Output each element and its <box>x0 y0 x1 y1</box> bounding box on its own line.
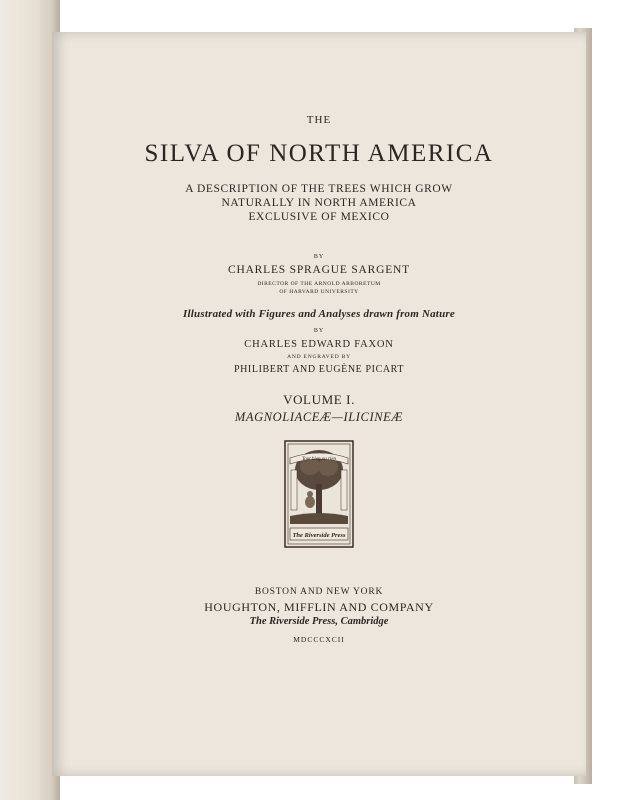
riverside-press-device <box>284 440 354 548</box>
press-name: The Riverside Press, Cambridge <box>249 616 389 627</box>
subtitle <box>52 182 586 224</box>
families-label: MAGNOLIACEÆ—ILICINEÆ <box>234 410 404 424</box>
book-title: SILVA OF NORTH AMERICA <box>144 140 494 167</box>
subtitle-line: NATURALLY IN NORTH AMERICA <box>221 197 417 209</box>
the-label: THE <box>306 114 332 126</box>
engraved-label: AND ENGRAVED BY <box>287 354 351 360</box>
publication-year: MDCCCXCII <box>293 635 345 644</box>
device-banner: Tout bien ou rien <box>301 457 337 462</box>
subtitle-line: EXCLUSIVE OF MEXICO <box>248 211 390 223</box>
affiliation-line: OF HARVARD UNIVERSITY <box>279 289 359 295</box>
author-affiliation <box>52 280 586 296</box>
illustrator-name: CHARLES EDWARD FAXON <box>244 339 394 350</box>
facing-page-edge <box>0 0 40 800</box>
by-label-2: BY <box>313 328 325 334</box>
affiliation-line: DIRECTOR OF THE ARNOLD ARBORETUM <box>257 281 381 287</box>
publication-place: BOSTON AND NEW YORK <box>254 587 384 597</box>
title-page <box>52 32 586 776</box>
publisher-name: HOUGHTON, MIFFLIN AND COMPANY <box>204 600 434 614</box>
by-label: BY <box>313 254 325 260</box>
author-name: CHARLES SPRAGUE SARGENT <box>228 264 410 276</box>
volume-label: VOLUME I. <box>283 392 355 407</box>
subtitle-line: A DESCRIPTION OF THE TREES WHICH GROW <box>185 183 453 195</box>
device-caption: The Riverside Press <box>292 532 346 539</box>
engravers-names: PHILIBERT AND EUGÈNE PICART <box>233 364 405 375</box>
illustrated-line: Illustrated with Figures and Analyses drawn from Nature <box>183 308 455 320</box>
